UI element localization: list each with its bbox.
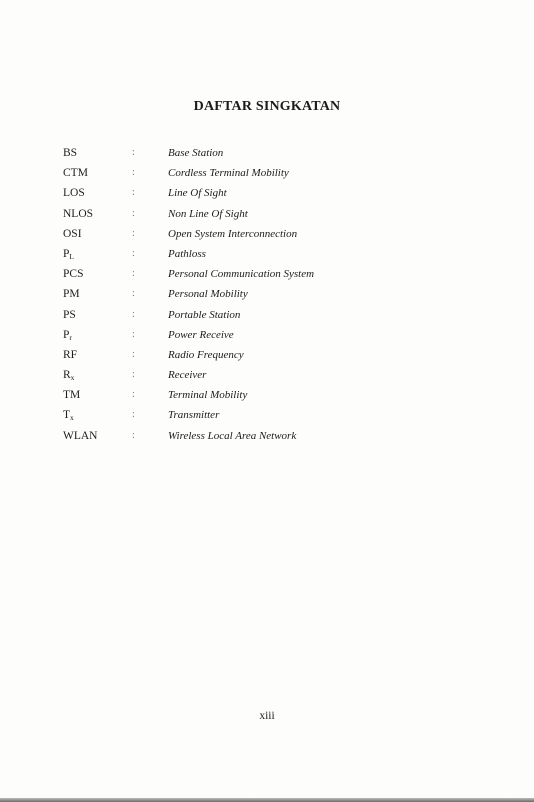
abbreviation-row [63, 327, 483, 347]
abbreviation-description: Portable Station [168, 308, 241, 321]
abbreviation-description: Radio Frequency [168, 348, 244, 361]
abbreviation-term-subscript: L [69, 251, 74, 261]
abbreviation-term-text: P [63, 247, 70, 260]
abbreviation-term-text: WLAN [63, 429, 98, 442]
abbreviation-term-text: NLOS [63, 207, 94, 220]
abbreviation-term [63, 329, 72, 341]
abbreviation-term-text: LOS [63, 187, 85, 200]
abbreviation-description: Pathloss [168, 247, 206, 260]
abbreviation-description: Wireless Local Area Network [168, 429, 297, 442]
abbreviation-term-text: TM [63, 389, 81, 402]
abbreviation-description: Cordless Terminal Mobility [168, 167, 289, 180]
abbreviation-separator: : [132, 207, 135, 219]
abbreviation-separator: : [132, 409, 135, 421]
abbreviation-separator: : [132, 167, 135, 179]
abbreviation-term-text: R [63, 369, 71, 382]
abbreviation-separator: : [132, 147, 135, 158]
abbreviation-term [63, 147, 77, 159]
abbreviation-separator: : [132, 369, 135, 381]
abbreviation-term-text: PCS [63, 268, 84, 281]
abbreviation-term-text: BS [63, 147, 78, 159]
abbreviation-description: Non Line Of Sight [168, 207, 248, 220]
abbreviation-row [63, 407, 483, 427]
abbreviation-term-subscript: r [69, 332, 72, 342]
scan-edge [0, 798, 534, 802]
abbreviation-term-text: RF [63, 348, 78, 361]
abbreviation-row [63, 428, 483, 448]
abbreviation-separator: : [132, 328, 135, 340]
abbreviation-term [63, 309, 76, 321]
abbreviation-description: Personal Communication System [168, 268, 315, 281]
abbreviation-separator: : [132, 247, 135, 259]
abbreviation-row [63, 286, 483, 306]
abbreviation-term [63, 409, 74, 421]
abbreviation-term [63, 349, 77, 361]
abbreviation-term-text: T [63, 409, 71, 422]
abbreviation-description: Transmitter [168, 409, 220, 422]
abbreviation-separator: : [132, 389, 135, 401]
abbreviation-separator: : [132, 268, 135, 280]
abbreviation-row [63, 266, 483, 286]
abbreviation-term [63, 208, 93, 220]
abbreviation-row [63, 185, 483, 205]
abbreviation-term-text: PS [63, 308, 76, 321]
abbreviation-term [63, 369, 74, 381]
abbreviation-row [63, 165, 483, 185]
abbreviation-term [63, 248, 74, 260]
abbreviation-term-text: CTM [63, 167, 88, 180]
abbreviation-term [63, 167, 88, 179]
abbreviation-term [63, 187, 85, 199]
abbreviation-row [63, 206, 483, 226]
abbreviation-term-text: PM [63, 288, 80, 301]
abbreviation-row [63, 226, 483, 246]
abbreviation-separator: : [132, 187, 135, 199]
abbreviation-description: Terminal Mobility [168, 389, 248, 402]
abbreviation-separator: : [132, 308, 135, 320]
abbreviation-term-text: P [63, 328, 70, 341]
abbreviation-row [63, 347, 483, 367]
abbreviation-row [63, 145, 483, 165]
abbreviation-term [63, 288, 80, 300]
abbreviation-row [63, 307, 483, 327]
abbreviation-description: Line Of Sight [168, 187, 227, 200]
abbreviation-term-subscript: x [70, 413, 74, 423]
abbreviation-term [63, 268, 83, 280]
abbreviation-row [63, 246, 483, 266]
abbreviation-term [63, 389, 80, 401]
abbreviation-list [63, 145, 483, 448]
abbreviation-description: Receiver [168, 369, 207, 382]
abbreviation-row [63, 367, 483, 387]
abbreviation-term-text: OSI [63, 227, 82, 240]
abbreviation-separator: : [132, 288, 135, 300]
abbreviation-separator: : [132, 227, 135, 239]
abbreviation-term [63, 430, 98, 442]
abbreviation-description: Open System Interconnection [168, 227, 298, 240]
abbreviation-term [63, 228, 82, 240]
abbreviation-description: Personal Mobility [168, 288, 248, 301]
page-number: xiii [259, 710, 275, 722]
abbreviation-term-subscript: x [70, 373, 75, 383]
abbreviation-separator: : [132, 348, 135, 360]
abbreviation-separator: : [132, 429, 135, 441]
abbreviation-description: Power Receive [168, 328, 234, 341]
abbreviation-description: Base Station [168, 147, 224, 159]
abbreviation-row [63, 387, 483, 407]
page-title: DAFTAR SINGKATAN [193, 99, 341, 114]
